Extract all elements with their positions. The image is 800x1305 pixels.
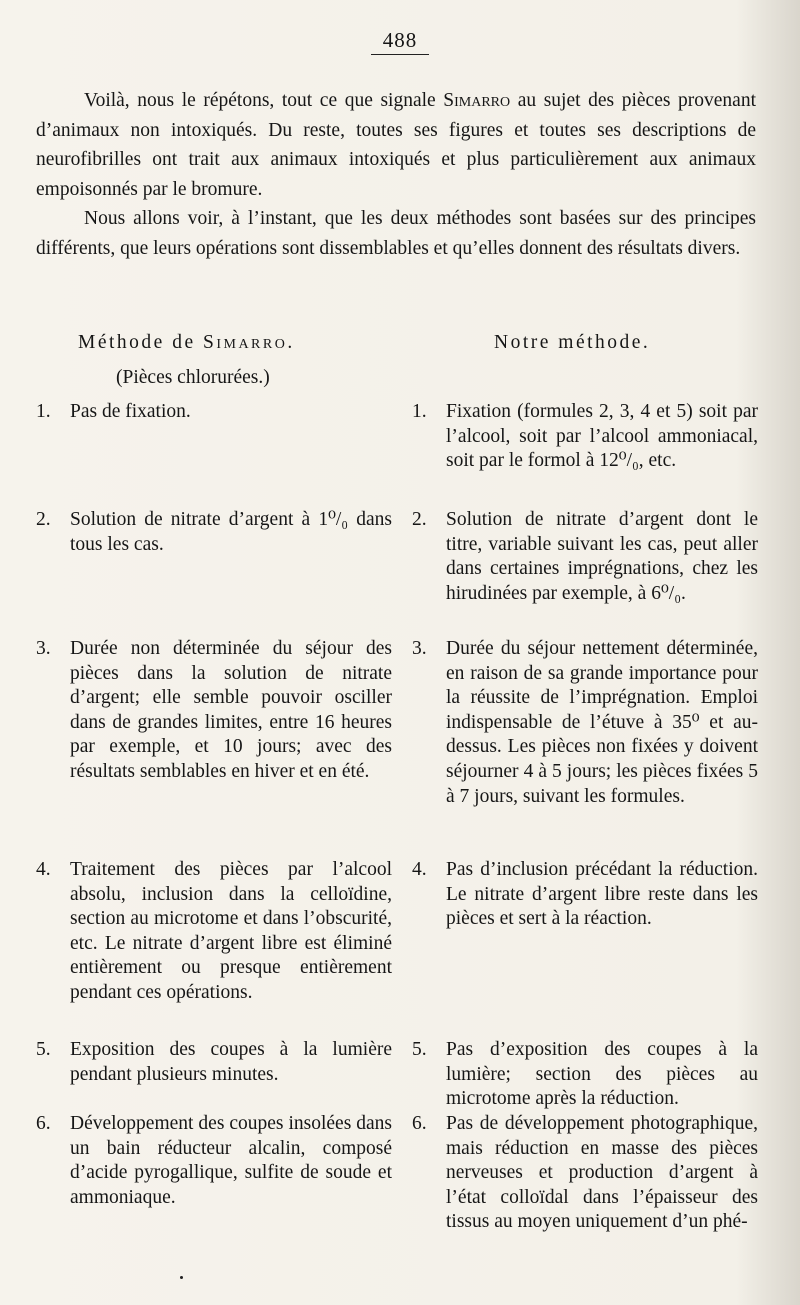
- left-column-subheading: (Pièces chlorurées.): [116, 367, 270, 388]
- left-item-5: 5. Exposition des coupes à la lumière pendant plusieurs minutes.: [36, 1039, 392, 1085]
- intro-paragraph-1: Voilà, nous le répétons, tout ce que signale Simarro au sujet des pièces provenant d’animaux non intoxiqués. Du reste, toutes ses figures et toutes ses descriptions de neurofibrilles ont trait aux animaux intoxiqués et plus particulièrement aux animaux empoisonnés par le bromure.: [36, 90, 756, 200]
- left-item-4: 4. Traitement des pièces par l’alcool absolu, inclusion dans la celloïdine, section au microtome et dans l’obscurité, etc. Le nitrate d’argent libre est éliminé entièrement ou presque entièrement pendant ces opérations.: [36, 859, 392, 1003]
- right-item-3: 3. Durée du séjour nettement déterminée, en raison de sa grande importance pour la réussite de l’imprégnation. Emploi indispensable de l’étuve à 35⁰ et au-dessus. Les pièces non fixées y doivent séjourner 4 à 5 jours; les pièces fixées 5 à 7 jours, suivant les formules.: [412, 638, 758, 807]
- left-item-1: 1. Pas de fixation.: [36, 401, 191, 422]
- page-number: 488: [0, 28, 800, 53]
- right-item-6: 6. Pas de développement photographique, mais réduction en masse des pièces nerveuses et production d’argent à l’état colloïdal dans l’épaisseur des tissus au moyen uniquement d’un phé-: [412, 1113, 758, 1233]
- right-item-2: 2. Solution de nitrate d’argent dont le titre, variable suivant les cas, peut aller dans certaines imprégnations, chez les hirudinées par exemple, à 6⁰/₀.: [412, 509, 758, 604]
- left-item-3: 3. Durée non déterminée du séjour des pièces dans la solution de nitrate d’argent; elle semble pouvoir osciller dans de grandes limites, entre 16 heures par exemple, et 10 jours; avec des résultats semblables en hiver et en été.: [36, 638, 392, 782]
- intro-paragraph-2: Nous allons voir, à l’instant, que les deux méthodes sont basées sur des principes différents, que leurs opérations sont dissemblables et qu’elles donnent des résultats divers.: [36, 208, 756, 259]
- right-column-heading: Notre méthode.: [494, 332, 651, 353]
- left-item-6: 6. Développement des coupes insolées dans un bain réducteur alcalin, composé d’acide pyrogallique, sulfite de soude et ammoniaque.: [36, 1113, 392, 1208]
- right-item-5: 5. Pas d’exposition des coupes à la lumière; section des pièces au microtome après la réduction.: [412, 1039, 758, 1110]
- left-column-heading: Méthode de Simarro.: [78, 332, 295, 353]
- author-name: Simarro: [443, 90, 511, 111]
- right-item-4: 4. Pas d’inclusion précédant la réduction. Le nitrate d’argent libre reste dans les pièces et sert à la réaction.: [412, 859, 758, 930]
- left-item-2: 2. Solution de nitrate d’argent à 1⁰/₀ dans tous les cas.: [36, 509, 392, 555]
- intro-text: [36, 86, 756, 263]
- print-speck: [180, 1276, 183, 1279]
- right-item-1: 1. Fixation (formules 2, 3, 4 et 5) soit par l’alcool, soit par l’alcool ammoniacal, soit par le formol à 12⁰/₀, etc.: [412, 401, 758, 472]
